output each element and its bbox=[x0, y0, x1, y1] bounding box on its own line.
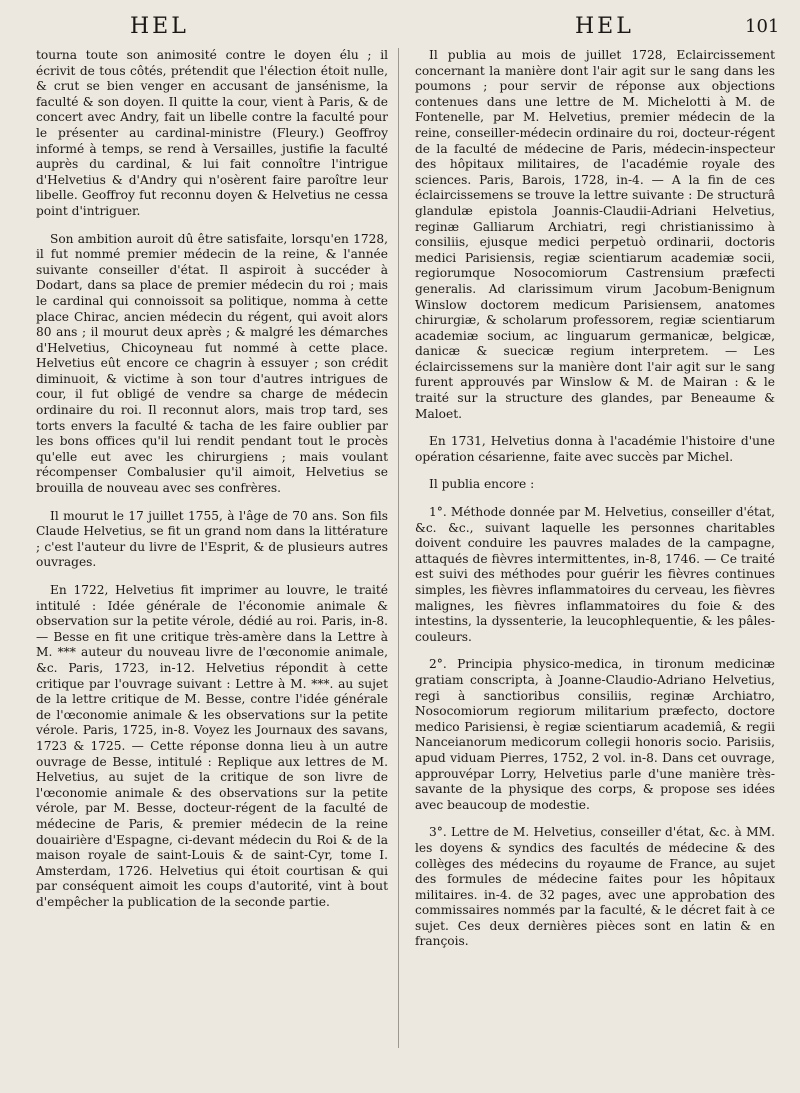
page-number: 101 bbox=[745, 16, 780, 37]
paragraph: Son ambition auroit dû être satisfaite, lorsqu'en 1728, il fut nommé premier médecin de la reine, & l'année suivante conseiller d'état. Il aspiroit à succéder à Dodart, dans sa place de premier médecin du roi ; mais le cardinal qui connoissoit sa politique, nomma à cette place Chirac, ancien médecin du régent, qui avoit alors 80 ans ; il mourut deux après ; & malgré les démarches d'Helvetius, Chicoyneau fut nommé à cette place. Helvetius eût encore ce chagrin à essuyer ; son crédit diminuoit, & victime à son tour d'autres intrigues de cour, il fut obligé de vendre sa charge de médecin ordinaire du roi. Il reconnut alors, mais trop tard, ses torts envers la faculté & tacha de les faire oublier par les bons offices qu'il lui rendit pendant tout le procès qu'elle eut avec les chirurgiens ; mais voulant récompenser Combalusier qu'il aimoit, Helvetius se brouilla de nouveau avec ses confrères. bbox=[36, 231, 388, 496]
paragraph: Il mourut le 17 juillet 1755, à l'âge de 70 ans. Son fils Claude Helvetius, se fit un grand nom dans la littérature ; c'est l'auteur du livre de l'Esprit, & de plusieurs autres ouvrages. bbox=[36, 508, 388, 570]
paragraph: Il publia encore : bbox=[429, 477, 535, 492]
paragraph: tourna toute son animosité contre le doyen élu ; il écrivit de tous côtés, prétendit que l'élection étoit nulle, & crut se bien venger en accusant de jansénisme, la faculté & son doyen. Il quitte la cour, vient à Paris, & de concert avec Andry, fait un libelle contre la faculté pour le présenter au cardinal-ministre (Fleury.) Geoffroy informé à temps, se rend à Versailles, justifie la faculté auprès du cardinal, & lui fait connoître l'intrigue d'Helvetius & d'Andry qui n'osèrent faire paroître leur libelle. Geoffroy fut reconnu doyen & Helvetius ne cessa point d'intriguer. bbox=[36, 48, 388, 218]
list-item: 2°. Principia physico-medica, in tironum medicinæ gratiam conscripta, à Joanne-Claudio-Adriano Helvetius, regi à sanctioribus consiliis, reginæ Archiatro, Nosocomiorum regiorum militarium præfecto, doctore medico Parisiensi, è regiæ scientiarum academiâ, & regii Nanceianorum medicorum collegii honoris socio. Parisiis, apud viduam Pierres, 1752, 2 vol. in-8. Dans cet ouvrage, approuvépar Lorry, Helvetius parle d'une manière très-savante de la physique des corps, & propose ses idées avec beaucoup de modestie. bbox=[415, 657, 775, 812]
paragraph: En 1722, Helvetius fit imprimer au louvre, le traité intitulé : Idée générale de l'économie animale & observation sur la petite vérole, dédié au roi. Paris, in-8. — Besse en fit une critique très-amère dans la Lettre à M. *** auteur du nouveau livre de l'œconomie animale, &c. Paris, 1723, in-12. Helvetius répondit à cette critique par l'ouvrage suivant : Lettre à M. ***. au sujet de la lettre critique de M. Besse, contre l'idée générale de l'œconomie animale & les observations sur la petite vérole. Paris, 1725, in-8. Voyez les Journaux des savans, 1723 & 1725. — Cette réponse donna lieu à un autre ouvrage de Besse, intitulé : Replique aux lettres de M. Helvetius, au sujet de la critique de son livre de l'œconomie animale & des observations sur la petite vérole, par M. Besse, docteur-régent de la faculté de médecine de Paris, & premier médecin de la reine douairière d'Espagne, ci-devant médecin du Roi & de la maison royale de saint-Louis & de saint-Cyr, tome I. Amsterdam, 1726. Helvetius qui étoit courtisan & qui par conséquent aimoit les coups d'autorité, vint à bout d'empêcher la publication de la seconde partie. bbox=[36, 583, 388, 909]
paragraph: Il publia au mois de juillet 1728, Eclaircissement concernant la manière dont l'air agit sur le sang dans les poumons ; pour servir de réponse aux objections contenues dans une lettre de M. Michelotti à M. de Fontenelle, par M. Helvetius, premier médecin de la reine, conseiller-médecin ordinaire du roi, docteur-régent de la faculté de médecine de Paris, médecin-inspecteur des hôpitaux militaires, de l'académie royale des sciences. Paris, Barois, 1728, in-4. — A la fin de ces éclaircissemens se trouve la lettre suivante : De structurâ glandulæ epistola Joannis-Claudii-Adriani Helvetius, reginæ Galliarum Archiatri, regi christianissimo à consiliis, ejusque medici perpetuò ordinarii, doctoris medici Parisiensis, regiæ scientiarum academiæ socii, regiorumque Nosocomiorum Castrensium præfecti generalis. Ad clarissimum virum Jacobum-Benignum Winslow doctorem medicum Parisiensem, anatomes chirurgiæ, & scholarum professorem, regiæ scientiarum academiæ socium, ac linguarum germanicæ, belgicæ, danicæ & suecicæ regium interpretem. — Les éclaircissemens sur la manière dont l'air agit sur le sang furent approuvés par Winslow & M. de Mairan : & le traité sur la structure des glandes, par Beneaume & Maloet. bbox=[415, 48, 775, 421]
running-head-right: HEL bbox=[575, 14, 634, 39]
paragraph: En 1731, Helvetius donna à l'académie l'histoire d'une opération césarienne, faite avec succès par Michel. bbox=[415, 434, 775, 464]
list-item: 3°. Lettre de M. Helvetius, conseiller d'état, &c. à MM. les doyens & syndics des facultés de médecine & des collèges des médecins du royaume de France, au sujet des formules de médecine faites pour les hôpitaux militaires. in-4. de 32 pages, avec une approbation des commissaires nommés par la faculté, & le décret fait à ce sujet. Ces deux dernières pièces sont en latin & en françois. bbox=[415, 825, 775, 949]
running-head-left: HEL bbox=[130, 14, 189, 39]
column-divider bbox=[398, 48, 399, 1048]
list-item: 1°. Méthode donnée par M. Helvetius, conseiller d'état, &c. &c., suivant laquelle les personnes charitables doivent conduire les pauvres malades de la campagne, attaqués de fièvres intermittentes, in-8, 1746. — Ce traité est suivi des méthodes pour guérir les fièvres continues simples, les fièvres inflammatoires du cerveau, les fièvres malignes, les fièvres inflammatoires du foie & des intestins, la dyssenterie, la leucophlequentie, & les pâles-couleurs. bbox=[415, 505, 775, 644]
left-column bbox=[36, 48, 388, 922]
running-header bbox=[0, 14, 800, 42]
right-column bbox=[415, 48, 775, 962]
